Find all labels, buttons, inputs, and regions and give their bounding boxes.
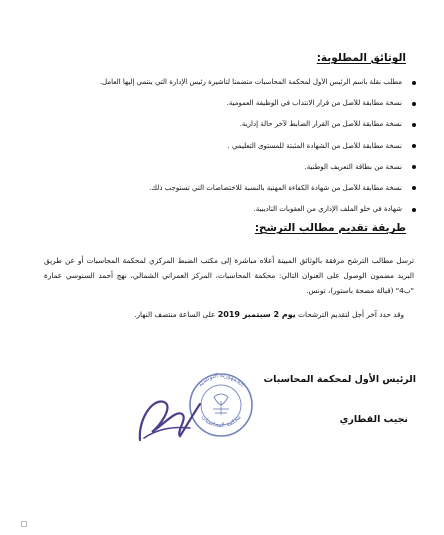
stamp-top-text: الجمهورية التونسية <box>196 371 246 389</box>
list-item <box>56 205 416 214</box>
bullet-icon <box>412 102 416 106</box>
signatory-title: الرئيس الأول لمحكمة المحاسبات <box>263 374 416 385</box>
bullet-icon <box>412 165 416 169</box>
list-item <box>56 99 416 108</box>
list-item-text: نسخة مطابقة للأصل من الشهادة المثبتة للمستوى التعليمي . <box>227 141 402 150</box>
submission-paragraph: ترسل مطالب الترشح مرفقة بالوثائق المبينة أعلاه مباشرة إلى مكتب الضبط المركزي لمحكمة المحاسبات أو عن طريق البريد مضمون الوصول على العنوان التالي: محكمة المحاسبات، المركز العمراني الشمالي، نهج أحمد السنوسي عمارة "ب4" (قبالة مصحة باستور)، تونس. <box>44 256 414 296</box>
list-item-text: نسخة من بطاقة التعريف الوطنية. <box>304 162 402 171</box>
list-item <box>56 184 416 193</box>
list-item-text: شهادة في خلو الملف الإداري من العقوبات التأديبية. <box>253 205 402 214</box>
required-documents-heading: الوثائق المطلوبة: <box>316 52 406 64</box>
deadline-text-after: على الساعة منتصف النهار. <box>134 310 216 320</box>
list-item <box>56 120 416 129</box>
handwritten-signature-icon <box>130 380 210 450</box>
bullet-icon <box>412 123 416 127</box>
list-item <box>56 142 416 151</box>
list-item <box>56 78 416 87</box>
bullet-icon <box>412 208 416 212</box>
bullet-icon <box>412 186 416 190</box>
stamp-bottom-text: محكمة المحاسبات <box>199 413 243 430</box>
required-documents-list <box>56 78 416 226</box>
deadline-text-before: وقد حدد آخر أجل لتقديم الترشحات <box>298 310 404 320</box>
list-item-text: مطلب نقلة باسم الرئيس الأول لمحكمة المحاسبات متضمنا لتأشيرة رئيس الإدارة التي ينتمي إليها العامل. <box>99 78 402 86</box>
deadline-date: يوم 2 سبتمبر 2019 <box>217 310 296 320</box>
list-item-text: نسخة مطابقة للأصل من القرار الضابط لآخر حالة إدارية. <box>239 120 402 129</box>
application-method-heading: طريقة تقديم مطالب الترشح: <box>254 222 406 234</box>
bullet-icon <box>412 144 416 148</box>
bullet-icon <box>412 81 416 85</box>
signatory-name: نجيب القطاري <box>339 414 408 425</box>
list-item <box>56 163 416 172</box>
page-corner-mark <box>21 521 27 527</box>
deadline-paragraph <box>34 307 404 322</box>
list-item-text: نسخة مطابقة للأصل من شهادة الكفاءة المهنية بالنسبة للاختصاصات التي تستوجب ذلك. <box>149 183 402 192</box>
list-item-text: نسخة مطابقة للأصل من قرار الانتداب في الوظيفة العمومية. <box>226 99 402 108</box>
